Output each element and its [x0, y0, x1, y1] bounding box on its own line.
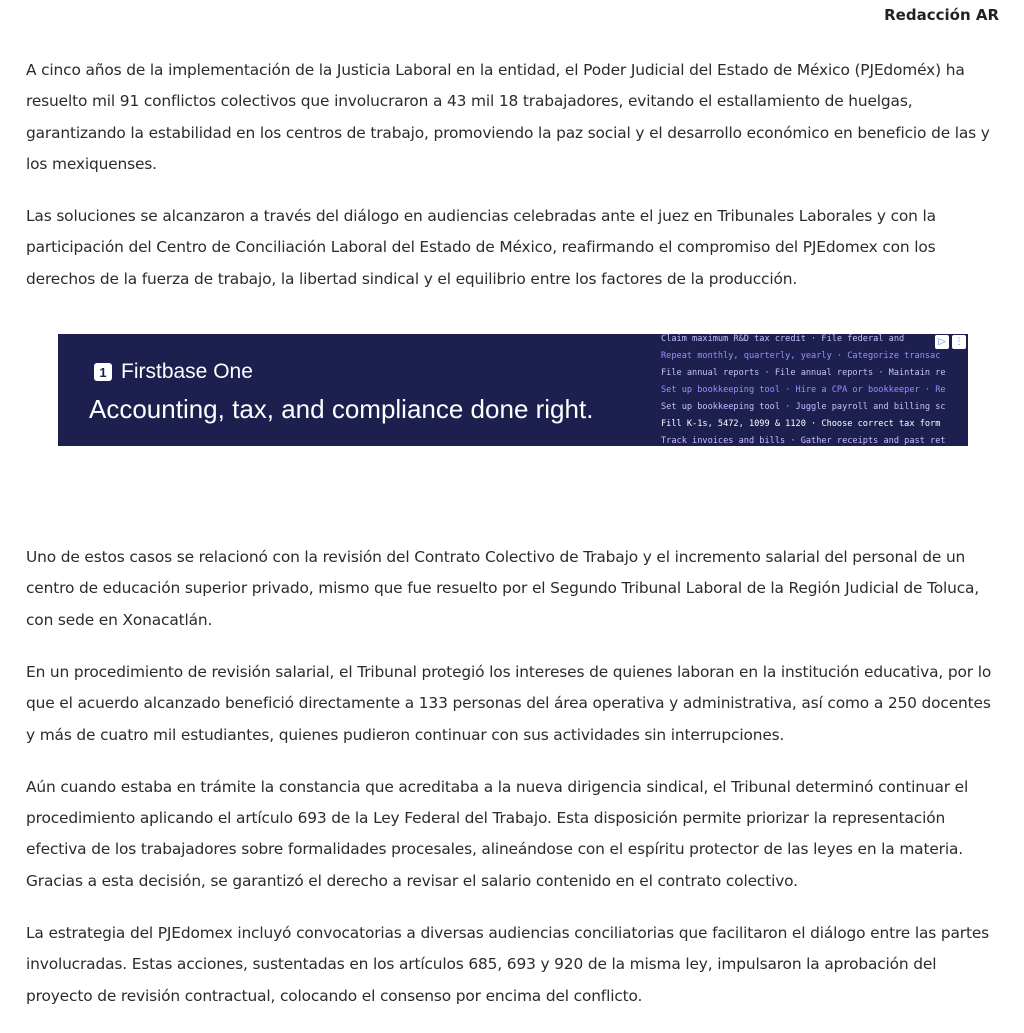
paragraph: Las soluciones se alcanzaron a través del diálogo en audiencias celebradas ante el juez en Tribunales Laborales y con la participación del Centro de Conciliación Laboral del Estado de México, reafirmando el compromiso del PJEdomex con los derechos de la fuerza de trabajo, la libertad sindical y el equilibrio entre los factores de la producción. [26, 207, 936, 288]
ad-task: File annual reports · File annual reports · Maintain re [661, 368, 946, 379]
ad-task: Repeat monthly, quarterly, yearly · Categorize transac [661, 351, 941, 362]
article-body [26, 55, 1001, 1033]
ad-task: Set up bookkeeping tool · Hire a CPA or bookkeeper · Re [661, 385, 946, 396]
paragraph: La estrategia del PJEdomex incluyó convocatorias a diversas audiencias conciliatorias que facilitaron el diálogo entre las partes involucradas. Estas acciones, sustentadas en los artículos 685, 693 y 920 de la misma ley, impulsaron la aprobación del proyecto de revisión contractual, colocando el consenso por encima del conflicto. [26, 924, 990, 1005]
ad-headline: Accounting, tax, and compliance done right. [89, 394, 594, 425]
ad-task-list [661, 334, 968, 446]
firstbase-logo-icon: 1 [94, 363, 112, 381]
paragraph: Uno de estos casos se relacionó con la revisión del Contrato Colectivo de Trabajo y el incremento salarial del personal de un centro de educación superior privado, mismo que fue resuelto por el Segundo Tribunal Laboral de la Región Judicial de Toluca, con sede en Xonacatlán. [26, 548, 980, 629]
ad-menu-icon[interactable]: ⋮ [952, 335, 966, 349]
paragraph: En un procedimiento de revisión salarial, el Tribunal protegió los intereses de quienes laboran en la institución educativa, por lo que el acuerdo alcanzado benefició directamente a 133 personas del área operativa y administrativa, así como a 250 docentes y más de cuatro mil estudiantes, quienes pudieron continuar con sus actividades sin interrupciones. [26, 662, 992, 744]
ad-brand-name: Firstbase One [121, 360, 253, 384]
paragraph: Aún cuando estaba en trámite la constancia que acreditaba a la nueva dirigencia sindical, el Tribunal determinó continuar el procedimiento aplicando el artículo 693 de la Ley Federal del Trabajo. Esta disposición permite priorizar la representación efectiva de los trabajadores sobre formalidades procesales, alineándose con el espíritu protector de las leyes en la materia. Gracias a esta decisión, se garantizó el derecho a revisar el salario contenido en el contrato colectivo. [26, 777, 969, 890]
paragraph: A cinco años de la implementación de la Justicia Laboral en la entidad, el Poder Judicial del Estado de México (PJEdoméx) ha resuelto mil 91 conflictos colectivos que involucraron a 43 mil 18 trabajadores, evitando el estallamiento de huelgas, garantizando la estabilidad en los centros de trabajo, promoviendo la paz social y el desarrollo económico en beneficio de las y los mexiquenses. [26, 61, 990, 173]
ad-task: Fill K-1s, 5472, 1099 & 1120 · Choose correct tax form [661, 419, 941, 430]
author-byline: Redacción AR [884, 6, 999, 24]
ad-task: Set up bookkeeping tool · Juggle payroll and billing sc [661, 402, 946, 413]
ad-task: Claim maximum R&D tax credit · File federal and [661, 334, 905, 345]
ad-logo [94, 360, 253, 384]
ad-task: Track invoices and bills · Gather receipts and past ret [661, 436, 946, 447]
ad-banner[interactable] [58, 334, 968, 446]
ad-container [26, 316, 1001, 542]
ad-controls [935, 335, 966, 349]
adchoices-play-icon[interactable]: ▷ [935, 335, 949, 349]
